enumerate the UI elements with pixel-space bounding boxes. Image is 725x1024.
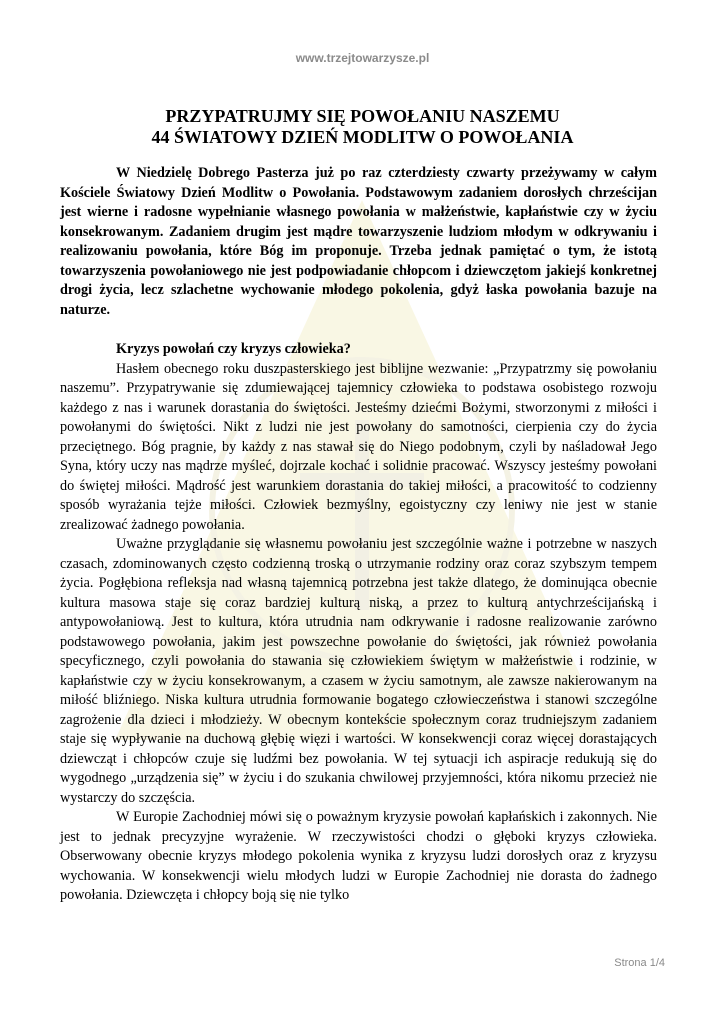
intro-paragraph: W Niedzielę Dobrego Pasterza już po raz czterdziesty czwarty przeżywamy w całym Kościele Światowy Dzień Modlitw o Powołania. Podstawowym zadaniem dorosłych chrześcijan jest wierne i radosne wypełnianie własnego powołania w małżeństwie, kapłaństwie czy w życiu konsekrowanym. Zadaniem drugim jest mądre towarzyszenie ludziom młodym w odkrywaniu i realizowaniu powołania, które Bóg im proponuje. Trzeba jednak pamiętać o tym, że istotą towarzyszenia powołaniowego nie jest podpowiadanie chłopcom i dziewczętom jakiejś konkretnej drogi życia, lecz szlachetne wychowanie młodego pokolenia, gdyż łaska powołania bazuje na naturze. bbox=[60, 165, 657, 318]
page-number: Strona 1/4 bbox=[614, 957, 665, 969]
body-paragraph-1: Hasłem obecnego roku duszpasterskiego jest biblijne wezwanie: „Przypatrzmy się powołaniu naszemu”. Przypatrywanie się zdumiewającej tajemnicy człowieka to podstawa osobistego rozwoju każdego z nas i warunek dorastania do świętości. Jesteśmy dziećmi Bożymi, stworzonymi z miłości i powołanymi do świętości. Nikt z ludzi nie jest powołany do samotności, cierpienia czy do życia przeciętnego. Bóg pragnie, by każdy z nas stawał się do Niego podobnym, czyli by naśladował Jego Syna, który uczy nas mądrze myśleć, dojrzale kochać i solidnie pracować. Wszyscy jesteśmy powołani do świętej miłości. Mądrość jest warunkiem dorastania do takiej miłości, a pracowitość to codzienny sposób wyrażania tejże miłości. Człowiek bezmyślny, egoistyczny czy leniwy nie jest w stanie zrealizować żadnego powołania. bbox=[60, 360, 657, 533]
title-line-1: PRZYPATRUJMY SIĘ POWOŁANIU NASZEMU bbox=[165, 106, 560, 126]
title-line-2: 44 ŚWIATOWY DZIEŃ MODLITW O POWOŁANIA bbox=[151, 127, 574, 147]
page-title bbox=[60, 106, 665, 148]
body-paragraph-3: W Europie Zachodniej mówi się o poważnym kryzysie powołań kapłańskich i zakonnych. Nie jest to jednak precyzyjne wyrażenie. W rzeczywistości chodzi o głęboki kryzys człowieka. Obserwowany obecnie kryzys młodego pokolenia wynika z kryzysu ludzi dorosłych oraz z kryzysu wychowania. W konsekwencji wielu młodych ludzi w Europie Zachodniej nie dorasta do żadnego powołania. Dziewczęta i chłopcy boją się nie tylko bbox=[60, 809, 657, 903]
site-url[interactable]: www.trzejtowarzysze.pl bbox=[295, 51, 430, 65]
article-body bbox=[60, 164, 657, 906]
section-heading: Kryzys powołań czy kryzys człowieka? bbox=[116, 341, 351, 357]
body-paragraph-2: Uważne przyglądanie się własnemu powołaniu jest szczególnie ważne i potrzebne w naszych czasach, zdominowanych często codzienną troską o utrzymanie rodziny oraz coraz szybszym tempem życia. Pogłębiona refleksja nad własną tajemnicą potrzebna jest także dlatego, że dominująca obecnie kultura masowa staje się coraz bardziej kulturą niską, a przez to kulturą antychrześcijańską i antypowołaniową. Jest to kultura, która utrudnia nam odkrywanie i radosne realizowanie zarówno podstawowego powołania, jakim jest powszechne powołanie do świętości, jak również powołania specyficznego, czyli powołania do stawania się człowiekiem świętym w małżeństwie i rodzinie, w kapłaństwie czy w życiu konsekrowanym, a czasem w życiu samotnym, ale zawsze nakierowanym na miłość bliźniego. Niska kultura utrudnia formowanie bogatego człowieczeństwa i stanowi szczególne zagrożenie dla dzieci i młodzieży. W obecnym kontekście społecznym coraz trudniejszym zadaniem staje się wypływanie na duchową głębię więzi i wartości. W konsekwencji coraz więcej dorastających dziewcząt i chłopców czuje się ludźmi bez powołania. W tej sytuacji ich aspiracje redukują się do wygodnego „urządzenia się” w życiu i do szukania chwilowej przyjemności, która nikomu przecież nie wystarczy do szczęścia. bbox=[60, 536, 657, 806]
